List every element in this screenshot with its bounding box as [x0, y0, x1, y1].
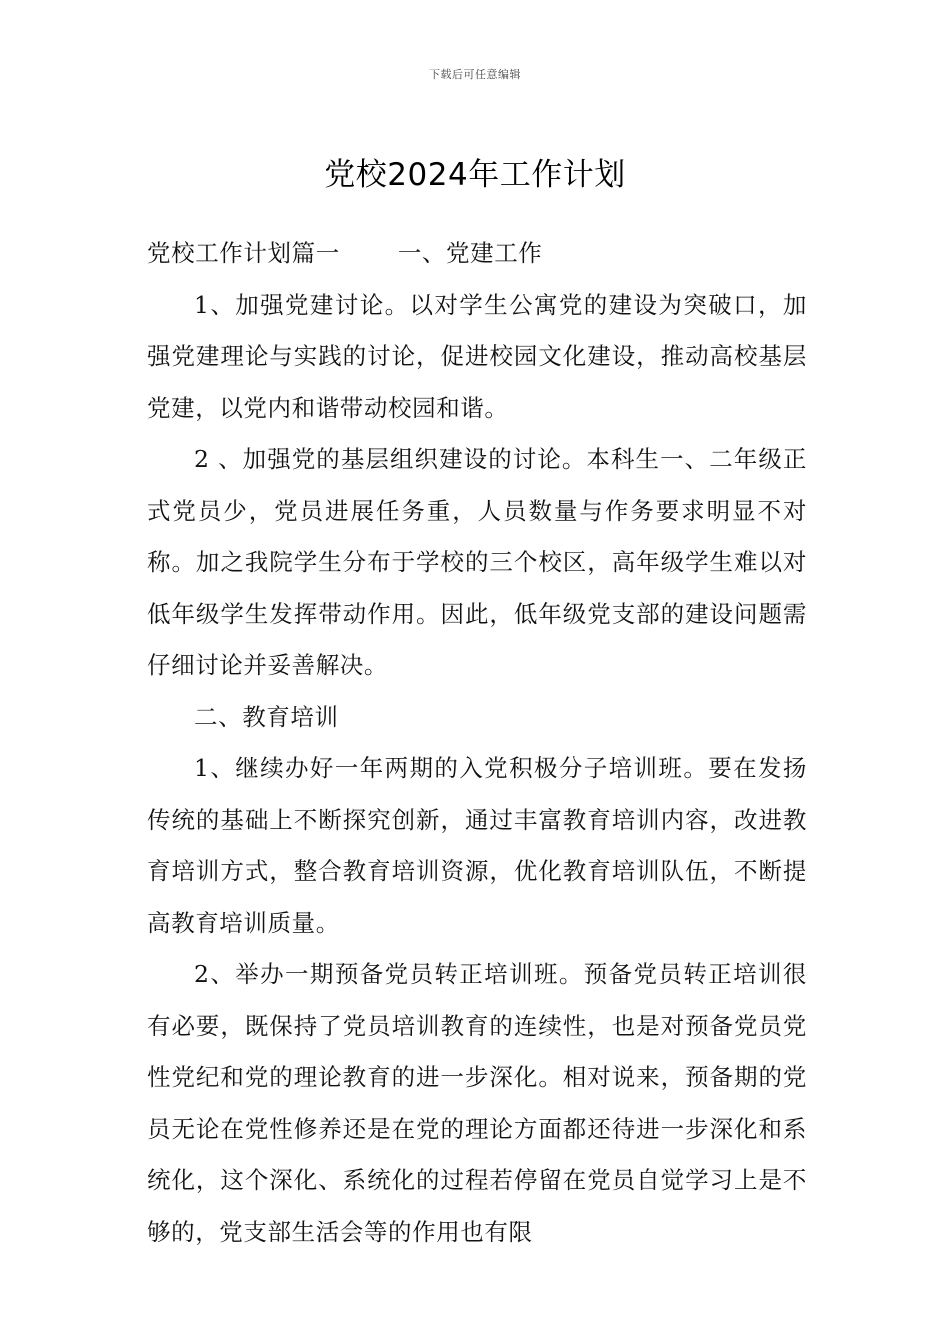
part-label: 党校工作计划篇一 [147, 239, 340, 267]
section-heading-party-building: 一、党建工作 [397, 239, 543, 267]
section-heading-education-training: 二、教育培训 [194, 702, 339, 731]
document-title: 党校2024年工作计划 [324, 156, 626, 193]
paragraph-probationary-training: 2、举办一期预备党员转正培训班。预备党员转正培训很有必要，既保持了党员培训教育的连续性，也是对预备党员党性党纪和党的理论教育的进一步深化。相对说来，预备期的党员无论在党性修养还是在党的理论方面都还待进一步深化和系统化，这个深化、系统化的过程若停留在党员自觉学习上是不够的，党支部生活会等的作用也有限 [147, 960, 807, 1246]
download-edit-note: 下载后可任意编辑 [429, 68, 521, 81]
paragraph-activist-training: 1、继续办好一年两期的入党积极分子培训班。要在发扬传统的基础上不断探究创新，通过丰富教育培训内容，改进教育培训方式，整合教育培训资源，优化教育培训队伍，不断提高教育培训质量。 [147, 754, 807, 937]
paragraph-party-research: 1、加强党建讨论。以对学生公寓党的建设为突破口，加强党建理论与实践的讨论，促进校园文化建设，推动高校基层党建，以党内和谐带动校园和谐。 [147, 290, 807, 422]
document-body [147, 228, 807, 1258]
intro-line [147, 228, 807, 280]
paragraph-grassroots-organization: 2 、加强党的基层组织建设的讨论。本科生一、二年级正式党员少，党员进展任务重，人员数量与作务要求明显不对称。加之我院学生分布于学校的三个校区，高年级学生难以对低年级学生发挥带动作用。因此，低年级党支部的建设问题需仔细讨论并妥善解决。 [147, 445, 807, 679]
